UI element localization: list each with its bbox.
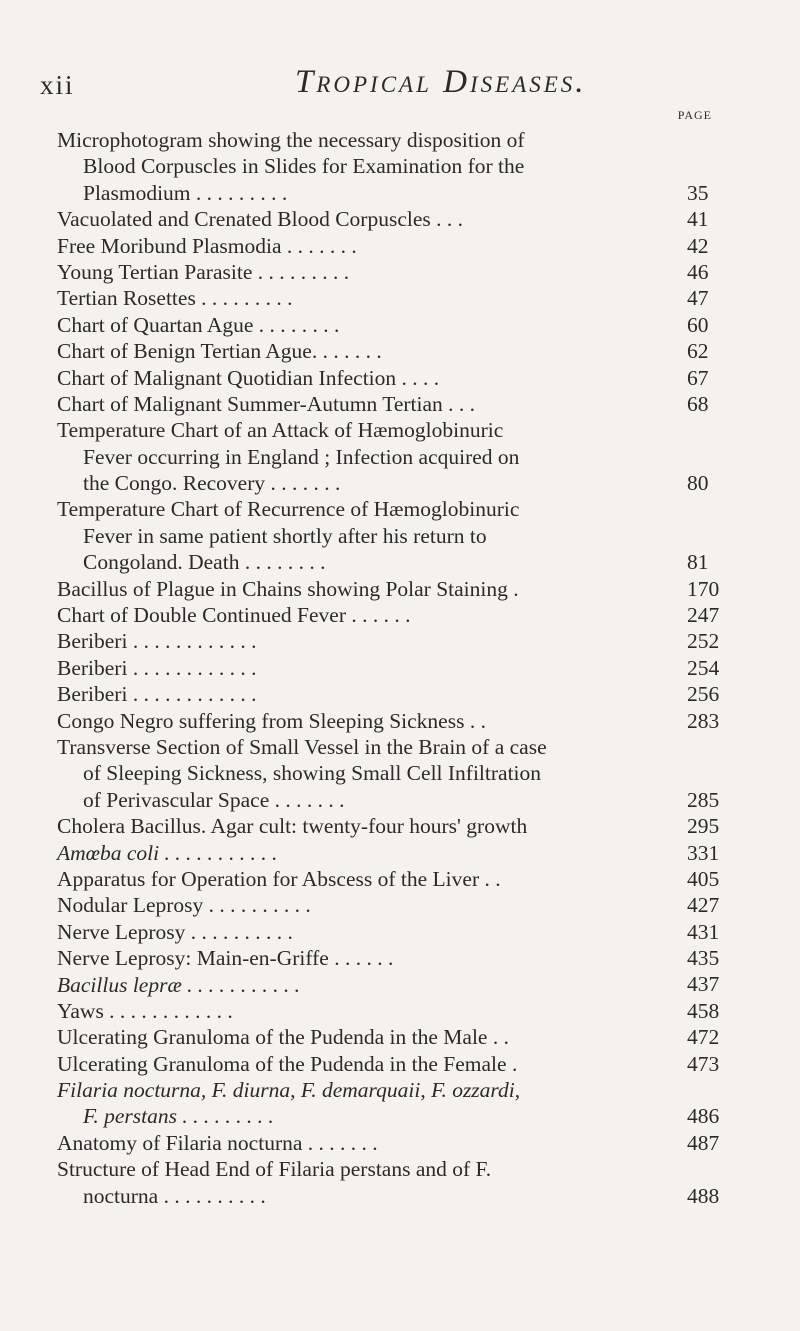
list-item: [57, 681, 737, 707]
list-item: [57, 576, 737, 602]
list-item: [57, 972, 737, 998]
list-item: [57, 417, 737, 496]
entry-line: Amœba coli . . . . . . . . . . .: [57, 840, 278, 865]
running-header: [40, 62, 740, 102]
entry-page-number: 488: [687, 1183, 720, 1208]
entry-line: Chart of Double Continued Fever . . . . . .: [57, 603, 411, 628]
entry-page-number: 42: [687, 233, 709, 258]
entry-page-number: 472: [687, 1025, 720, 1050]
entry-page-number: 427: [687, 893, 720, 918]
entry-page-number: 283: [687, 708, 720, 733]
page-number: xii: [40, 70, 75, 100]
entry-line: Beriberi . . . . . . . . . . . .: [57, 629, 257, 654]
entry-page-number: 473: [687, 1051, 720, 1076]
entry-line: Vacuolated and Crenated Blood Corpuscles . . .: [57, 207, 464, 232]
entry-line: Plasmodium . . . . . . . . .: [83, 180, 288, 205]
entry-page-number: 431: [687, 919, 720, 944]
entry-line: Chart of Benign Tertian Ague. . . . . . .: [57, 339, 382, 364]
entry-line: Microphotogram showing the necessary disposition of: [57, 128, 525, 152]
entry-line: Congo Negro suffering from Sleeping Sickness . .: [57, 708, 486, 733]
entry-line: Nerve Leprosy: Main-en-Griffe . . . . . .: [57, 946, 394, 971]
entry-page-number: 80: [687, 471, 709, 496]
list-item: [57, 866, 737, 892]
entry-line: Cholera Bacillus. Agar cult: twenty-four hours' growth: [57, 814, 528, 839]
page-column-label: PAGE: [677, 108, 712, 122]
list-item: [57, 1130, 737, 1156]
entry-line: Temperature Chart of an Attack of Hæmoglobinuric: [57, 418, 504, 443]
entry-page-number: 170: [687, 576, 720, 601]
list-item: [57, 1156, 737, 1209]
entry-line: Nerve Leprosy . . . . . . . . . .: [57, 919, 293, 944]
entry-line: Free Moribund Plasmodia . . . . . . .: [57, 233, 357, 258]
entry-line: Congoland. Death . . . . . . . .: [83, 550, 326, 575]
entry-line: Structure of Head End of Filaria perstans and of F.: [57, 1157, 492, 1182]
entry-line: Ulcerating Granuloma of the Pudenda in the Female .: [57, 1051, 518, 1076]
entry-page-number: 247: [687, 603, 720, 628]
list-item: [57, 813, 737, 839]
list-item: [57, 1024, 737, 1050]
entry-line: Chart of Malignant Summer-Autumn Tertian . . .: [57, 391, 476, 416]
entry-line: Chart of Quartan Ague . . . . . . . .: [57, 312, 340, 337]
list-item: [57, 655, 737, 681]
entry-page-number: 487: [687, 1130, 720, 1155]
entry-line: Filaria nocturna, F. diurna, F. demarquaii, F. ozzardi,: [57, 1078, 521, 1103]
list-item: [57, 338, 737, 364]
list-item: [57, 496, 737, 575]
entry-page-number: 35: [687, 180, 709, 205]
entry-page-number: 60: [687, 312, 709, 337]
list-item: [57, 1051, 737, 1077]
entry-page-number: 285: [687, 787, 720, 812]
entry-line: Apparatus for Operation for Abscess of the Liver . .: [57, 866, 501, 891]
entry-line: Blood Corpuscles in Slides for Examination for the: [83, 154, 525, 179]
entry-line: nocturna . . . . . . . . . .: [83, 1183, 266, 1208]
list-item: [57, 391, 737, 417]
entry-line: Young Tertian Parasite . . . . . . . . .: [57, 259, 350, 284]
list-item: [57, 628, 737, 654]
entry-line: Transverse Section of Small Vessel in the Brain of a case: [57, 734, 547, 759]
entry-line: Chart of Malignant Quotidian Infection . . . .: [57, 365, 440, 390]
entry-page-number: 41: [687, 207, 709, 232]
entry-page-number: 437: [687, 972, 720, 997]
entry-line: Anatomy of Filaria nocturna . . . . . . .: [57, 1130, 378, 1155]
entry-page-number: 486: [687, 1104, 720, 1129]
list-item: [57, 602, 737, 628]
entry-page-number: 47: [687, 286, 709, 311]
entry-line: Yaws . . . . . . . . . . . .: [57, 998, 233, 1023]
entry-line: Nodular Leprosy . . . . . . . . . .: [57, 893, 311, 918]
illustrations-list: [57, 127, 737, 1209]
list-item: [57, 945, 737, 971]
entry-line: Fever occurring in England ; Infection acquired on: [83, 444, 520, 469]
entry-line: Bacillus lepræ . . . . . . . . . . .: [57, 972, 301, 997]
entry-line: Ulcerating Granuloma of the Pudenda in the Male . .: [57, 1025, 509, 1050]
list-item: [57, 892, 737, 918]
entry-line: Fever in same patient shortly after his return to: [83, 523, 487, 548]
entry-page-number: 62: [687, 339, 709, 364]
entry-line: of Perivascular Space . . . . . . .: [83, 787, 345, 812]
entry-page-number: 67: [687, 365, 709, 390]
entry-line: Temperature Chart of Recurrence of Hæmoglobinuric: [57, 497, 520, 522]
entry-page-number: 458: [687, 998, 720, 1023]
entry-page-number: 254: [687, 655, 720, 680]
entry-page-number: 435: [687, 946, 720, 971]
list-item: [57, 840, 737, 866]
list-item: [57, 233, 737, 259]
entry-page-number: 331: [687, 840, 720, 865]
list-item: [57, 1077, 737, 1130]
entry-page-number: 405: [687, 866, 720, 891]
list-item: [57, 206, 737, 232]
entry-page-number: 81: [687, 550, 709, 575]
entry-line: Tertian Rosettes . . . . . . . . .: [57, 286, 293, 311]
entry-line: Beriberi . . . . . . . . . . . .: [57, 655, 257, 680]
list-item: [57, 919, 737, 945]
running-title: Tropical Diseases.: [295, 64, 587, 100]
entry-line: F. perstans . . . . . . . . .: [83, 1104, 274, 1129]
entry-line: the Congo. Recovery . . . . . . .: [83, 471, 341, 496]
list-item: [57, 312, 737, 338]
entry-line: Bacillus of Plague in Chains showing Polar Staining .: [57, 576, 519, 601]
list-item: [57, 127, 737, 206]
entry-page-number: 256: [687, 682, 720, 707]
entry-line: of Sleeping Sickness, showing Small Cell Infiltration: [83, 761, 542, 786]
entry-page-number: 68: [687, 391, 709, 416]
list-item: [57, 998, 737, 1024]
list-item: [57, 259, 737, 285]
entry-page-number: 295: [687, 814, 720, 839]
list-item: [57, 708, 737, 734]
list-item: [57, 734, 737, 813]
entry-page-number: 46: [687, 259, 709, 284]
list-item: [57, 285, 737, 311]
entry-page-number: 252: [687, 629, 720, 654]
list-item: [57, 365, 737, 391]
entry-line: Beriberi . . . . . . . . . . . .: [57, 682, 257, 707]
